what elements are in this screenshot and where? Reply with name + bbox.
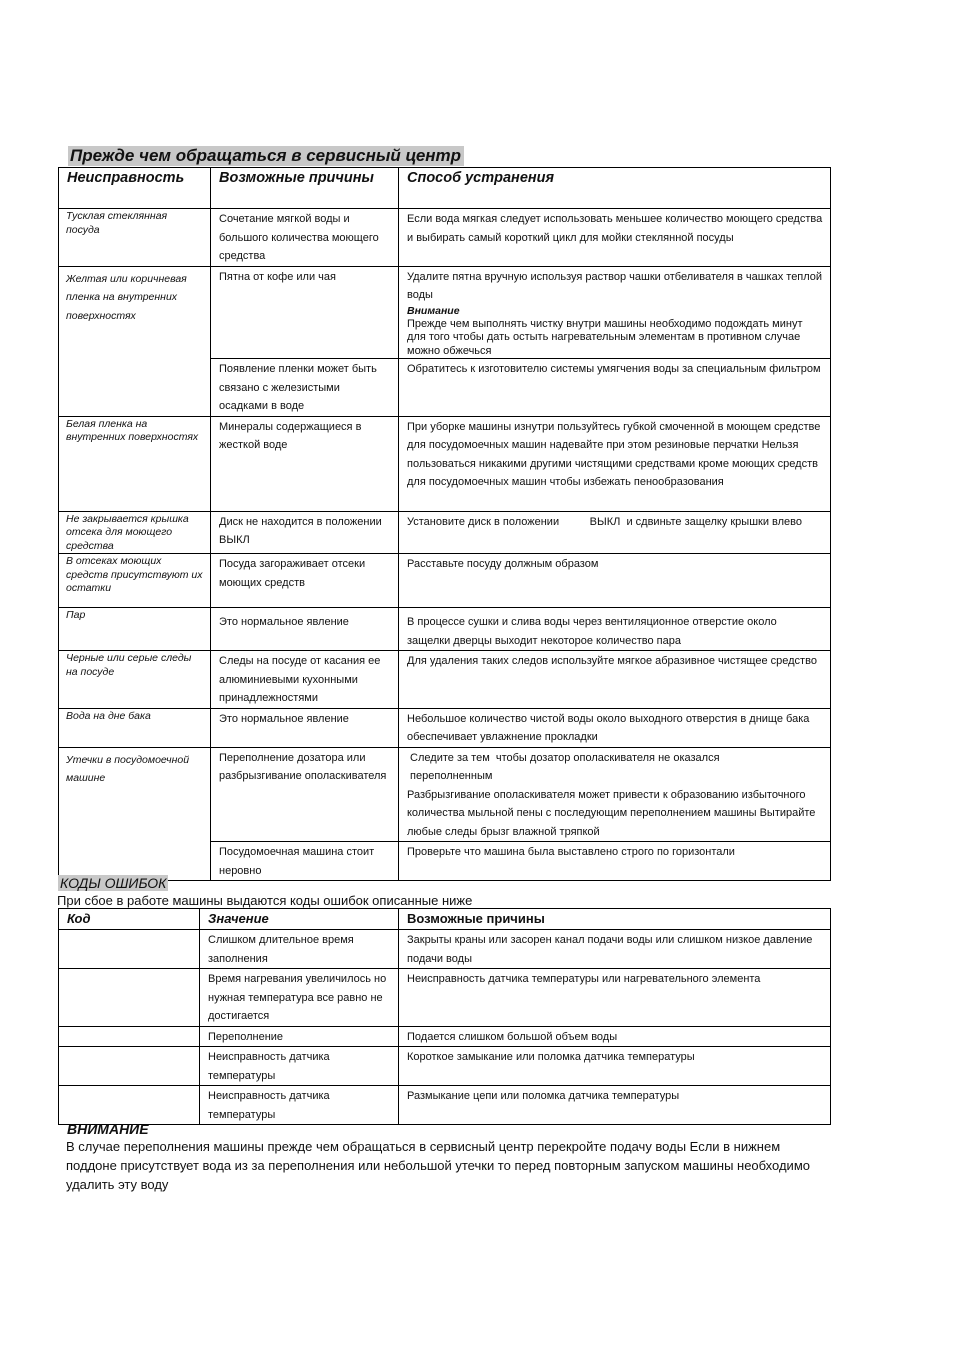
cause-cell: Размыкание цепи или поломка датчика температуры bbox=[399, 1086, 831, 1125]
table-row bbox=[59, 209, 831, 267]
remedy-cell bbox=[399, 266, 831, 359]
remedy-cell: Проверьте что машина была выставлено строго по горизонтали bbox=[399, 842, 831, 881]
table-row bbox=[59, 1047, 831, 1086]
remedy-cell: Расставьте посуду должным образом bbox=[399, 554, 831, 608]
remedy-cell: Для удаления таких следов используйте мягкое абразивное чистящее средство bbox=[399, 651, 831, 709]
cause-cell: Сочетание мягкой воды и большого количества моющего средства bbox=[211, 209, 399, 267]
meaning-cell: Время нагревания увеличилось но нужная температура все равно не достигается bbox=[200, 969, 399, 1027]
header-code: Код bbox=[59, 909, 200, 930]
fault-cell: Желтая или коричневая пленка на внутренних поверхностях bbox=[59, 266, 211, 416]
table-row bbox=[59, 608, 831, 651]
table-row bbox=[59, 651, 831, 709]
cause-cell: Неисправность датчика температуры или нагревательного элемента bbox=[399, 969, 831, 1027]
cause-cell: Это нормальное явление bbox=[211, 608, 399, 651]
header-fault: Неисправность bbox=[59, 168, 211, 209]
remedy-line: Следите за тем чтобы дозатор ополаскивателя не оказался bbox=[407, 751, 720, 764]
table-row bbox=[59, 554, 831, 608]
error-codes-title: КОДЫ ОШИБОК bbox=[60, 875, 167, 891]
code-cell bbox=[59, 969, 200, 1027]
table-header-row bbox=[59, 909, 831, 930]
remedy-warning-label: Внимание bbox=[407, 304, 460, 317]
error-codes-table bbox=[58, 908, 831, 1125]
meaning-cell: Слишком длительное время заполнения bbox=[200, 930, 399, 969]
cause-cell: Переполнение дозатора или разбрызгивание ополаскивателя bbox=[211, 747, 399, 842]
fault-cell: В отсеках моющих средств присутствуют их остатки bbox=[59, 554, 211, 608]
table-header-row bbox=[59, 168, 831, 209]
warning-text: В случае переполнения машины прежде чем обращаться в сервисный центр перекройте подачу воды Если в нижнем поддоне присутствует вода из за переполнения или небольшой утечки то перед повторным запуском машины необходимо удалить эту воду bbox=[66, 1139, 810, 1192]
code-cell bbox=[59, 930, 200, 969]
fault-cell: Вода на дне бака bbox=[59, 708, 211, 747]
table-row bbox=[59, 930, 831, 969]
fault-cell: Не закрывается крышка отсека для моющего средства bbox=[59, 511, 211, 554]
cause-cell: Подается слишком большой объем воды bbox=[399, 1026, 831, 1047]
fault-cell: Тусклая стеклянная посуда bbox=[59, 209, 211, 267]
error-codes-intro: При сбое в работе машины выдаются коды ошибок описанные ниже bbox=[57, 893, 473, 908]
header-meaning: Значение bbox=[200, 909, 399, 930]
fault-cell: Черные или серые следы на посуде bbox=[59, 651, 211, 709]
remedy-cell: В процессе сушки и слива воды через вентиляционное отверстие около защелки дверцы выходит некоторое количество пара bbox=[399, 608, 831, 651]
table-row bbox=[59, 708, 831, 747]
remedy-cell bbox=[399, 747, 831, 842]
table-row bbox=[59, 266, 831, 359]
meaning-cell: Неисправность датчика температуры bbox=[200, 1086, 399, 1125]
fault-cell: Белая пленка на внутренних поверхностях bbox=[59, 416, 211, 511]
remedy-line: переполненным bbox=[407, 770, 493, 782]
table-row bbox=[59, 1086, 831, 1125]
remedy-cell: При уборке машины изнутри пользуйтесь губкой смоченной в моющем средстве для посудомоечных машин надевайте при этом резиновые перчатки Нельзя пользоваться никакими другими чистящими средствами кроме моющих средств для посудомоечных машин чтобы избежать пенообразования bbox=[399, 416, 831, 511]
page-title: Прежде чем обращаться в сервисный центр bbox=[68, 146, 464, 166]
header-causes: Возможные причины bbox=[211, 168, 399, 209]
cause-cell: Закрыты краны или засорен канал подачи воды или слишком низкое давление подачи воды bbox=[399, 930, 831, 969]
cause-cell: Посудомоечная машина стоит неровно bbox=[211, 842, 399, 881]
remedy-main: Удалите пятна вручную используя раствор чашки отбеливателя в чашках теплой воды bbox=[407, 270, 823, 301]
warning-title: ВНИМАНИЕ bbox=[67, 1121, 149, 1137]
code-cell bbox=[59, 1026, 200, 1047]
table-row bbox=[59, 969, 831, 1027]
cause-cell: Следы на посуде от касания ее алюминиевыми кухонными принадлежностями bbox=[211, 651, 399, 709]
remedy-rest: Разбрызгивание ополаскивателя может привести к образованию избыточного количества мыльной пены с последующим переполнением машины Вытирайте любые следы брызг влажной тряпкой bbox=[407, 788, 816, 838]
table-row bbox=[59, 416, 831, 511]
cause-cell: Короткое замыкание или поломка датчика температуры bbox=[399, 1047, 831, 1086]
fault-cell: Пар bbox=[59, 608, 211, 651]
remedy-cell: Небольшое количество чистой воды около выходного отверстия в днище бака обеспечивает увлажнение прокладки bbox=[399, 708, 831, 747]
cause-cell: Посуда загораживает отсеки моющих средств bbox=[211, 554, 399, 608]
meaning-cell: Неисправность датчика температуры bbox=[200, 1047, 399, 1086]
cause-cell: Диск не находится в положении ВЫКЛ bbox=[211, 511, 399, 554]
cause-cell: Пятна от кофе или чая bbox=[211, 266, 399, 359]
code-cell bbox=[59, 1047, 200, 1086]
meaning-cell: Переполнение bbox=[200, 1026, 399, 1047]
remedy-cell: Если вода мягкая следует использовать меньшее количество моющего средства и выбирать самый короткий цикл для мойки стеклянной посуды bbox=[399, 209, 831, 267]
cause-cell: Появление пленки может быть связано с железистыми осадками в воде bbox=[211, 359, 399, 417]
table-row bbox=[59, 747, 831, 842]
cause-cell: Это нормальное явление bbox=[211, 708, 399, 747]
fault-cell: Утечки в посудомоечной машине bbox=[59, 747, 211, 881]
remedy-cell: Установите диск в положении ВЫКЛ и сдвиньте защелку крышки влево bbox=[399, 511, 831, 554]
table-row bbox=[59, 1026, 831, 1047]
header-causes: Возможные причины bbox=[399, 909, 831, 930]
troubleshooting-table bbox=[58, 167, 831, 881]
cause-cell: Минералы содержащиеся в жесткой воде bbox=[211, 416, 399, 511]
header-remedy: Способ устранения bbox=[399, 168, 831, 209]
table-row bbox=[59, 511, 831, 554]
remedy-warning-text: Прежде чем выполнять чистку внутри машины необходимо подождать минут для того чтобы дать остыть нагревательным элементам в противном случае можно обжечься bbox=[407, 317, 803, 357]
remedy-cell: Обратитесь к изготовителю системы умягчения воды за специальным фильтром bbox=[399, 359, 831, 417]
code-cell bbox=[59, 1086, 200, 1125]
